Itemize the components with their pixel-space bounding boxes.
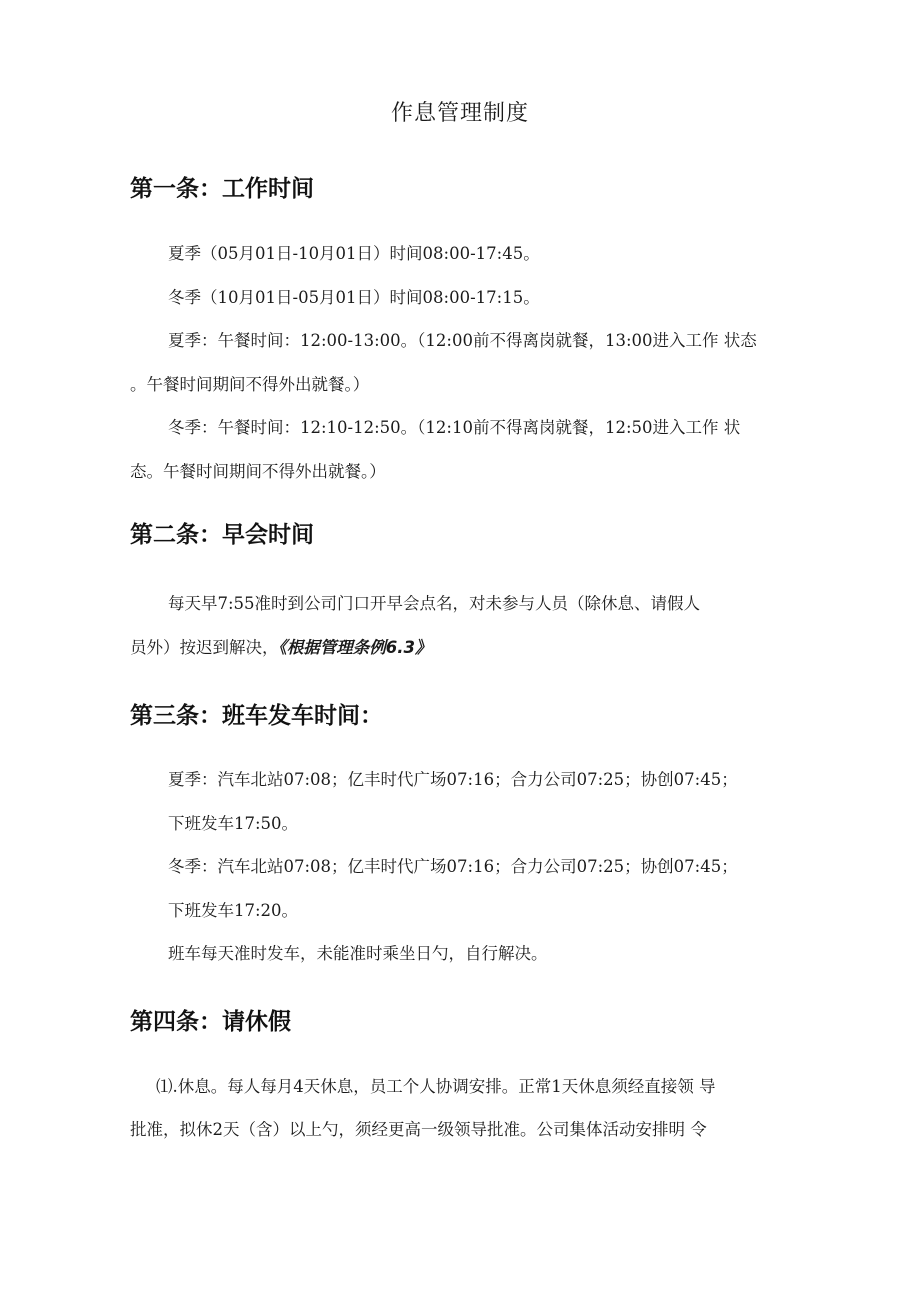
- paragraph-text: 员外）按迟到解决，: [130, 638, 279, 657]
- section-heading-work-hours: 第一条：工作时间: [130, 176, 314, 202]
- document-title: 作息管理制度: [390, 101, 529, 126]
- paragraph-line: 下班发车17:50。: [168, 814, 299, 833]
- paragraph-line: 冬季：汽车北站07:08；亿丰时代广场07:16；合力公司07:25；协创07:45；: [168, 857, 738, 876]
- regulation-reference: 《根据管理条例6.3》: [278, 638, 432, 657]
- section-heading-shuttle-bus: 第三条：班车发车时间：: [130, 703, 383, 729]
- paragraph-line: 夏季：汽车北站07:08；亿丰时代广场07:16；合力公司07:25；协创07:45；: [168, 770, 738, 789]
- paragraph-line-with-emphasis: [130, 634, 431, 658]
- paragraph-line: 态。午餐时间期间不得外出就餐。）: [130, 462, 386, 481]
- paragraph-line: 下班发车17:20。: [168, 901, 299, 920]
- paragraph-line: 。午餐时间期间不得外出就餐。）: [130, 375, 370, 394]
- paragraph-line: ⑴.休息。每人每月4天休息，员工个人协调安排。正常1天休息须经直接领 导: [156, 1077, 716, 1096]
- section-heading-morning-meeting: 第二条：早会时间: [130, 522, 314, 548]
- paragraph-line: 冬季（10月01日-05月01日）时间08:00-17:15。: [168, 288, 540, 307]
- section-heading-leave: 第四条：请休假: [130, 1009, 291, 1035]
- paragraph-line: 夏季：午餐时间：12:00-13:00。（12:00前不得离岗就餐，13:00进入工作 状态: [168, 331, 757, 350]
- paragraph-line: 冬季：午餐时间：12:10-12:50。（12:10前不得离岗就餐，12:50进入工作 状: [168, 418, 741, 437]
- paragraph-line: 夏季（05月01日-10月01日）时间08:00-17:45。: [168, 244, 540, 263]
- paragraph-line: 班车每天准时发车，未能准时乘坐日勺，自行解决。: [168, 944, 548, 963]
- paragraph-line: 批准，拟休2天（含）以上勺，须经更高一级领导批准。公司集体活动安排明 令: [130, 1120, 707, 1139]
- paragraph-line: 每天早7:55准时到公司门口开早会点名，对未参与人员（除休息、请假人: [168, 594, 701, 613]
